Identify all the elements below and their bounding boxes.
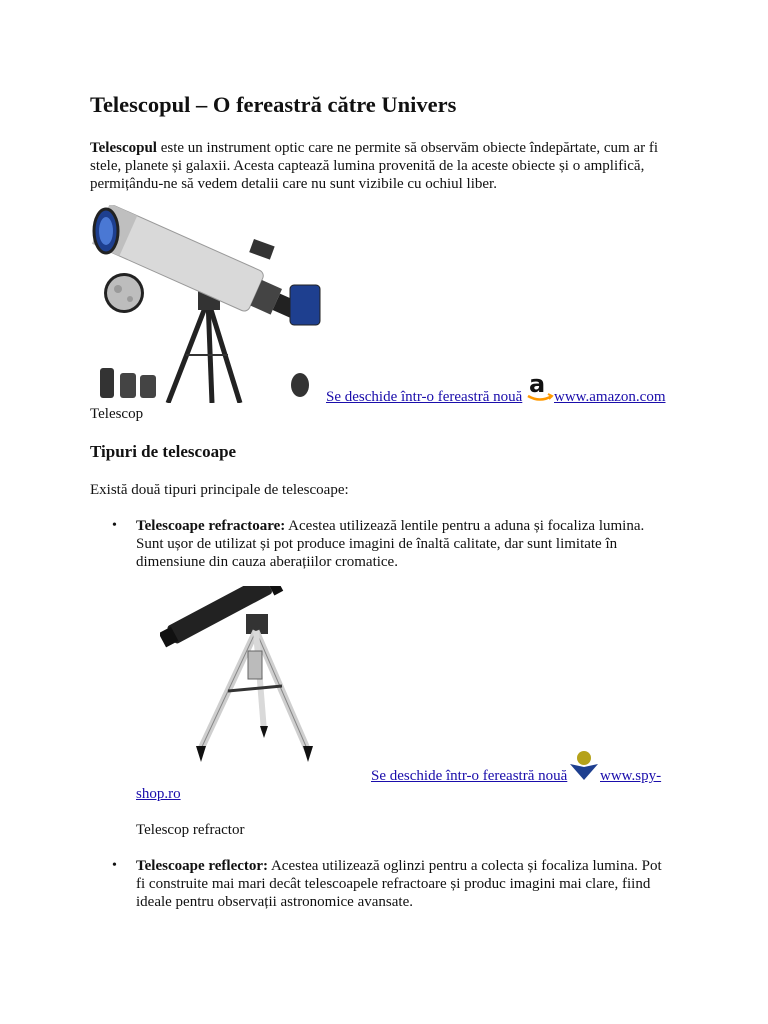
figure2-open-link[interactable]: Se deschide într-o fereastră nouă <box>371 768 568 784</box>
item1-line-3: dimensiune din cauza aberațiilor cromatice. <box>136 554 398 570</box>
intro-line-3: permițându-ne să vedem detalii care nu sunt vizibile cu ochiul liber. <box>90 176 497 192</box>
page-title: Telescopul – O fereastră către Univers <box>90 92 457 117</box>
intro-line-1 <box>90 139 658 157</box>
item2-bold: Telescoape reflector: <box>136 858 269 874</box>
figure2-site-link-2[interactable]: shop.ro <box>136 786 181 802</box>
bullet-2: • <box>112 858 117 873</box>
section-heading: Tipuri de telescoape <box>90 442 237 461</box>
refractor-telescope-image[interactable] <box>160 586 350 766</box>
section-intro: Există două tipuri principale de telescoape: <box>90 482 349 498</box>
item2-line-2: fi construite mai mari decât telescoapele refractoare și produc imagini mai clare, fiind <box>136 876 651 892</box>
intro-line-2: stele, planete și galaxii. Acesta captează lumina provenită de la aceste obiecte și o amplifică, <box>90 158 645 174</box>
item1-line-1 <box>136 517 644 535</box>
figure2-caption: Telescop refractor <box>136 822 245 838</box>
item2-line-3: ideale pentru observații astronomice avansate. <box>136 894 413 910</box>
item1-bold: Telescoape refractoare: <box>136 518 286 534</box>
intro-text-1: este un instrument optic care ne permite să observăm obiecte îndepărtate, cum ar fi <box>156 140 659 156</box>
figure2-site-link-1[interactable]: www.spy- <box>600 768 662 784</box>
amazon-logo-icon[interactable] <box>526 372 554 404</box>
bullet-1: • <box>112 518 117 533</box>
spy-shop-logo-icon[interactable] <box>568 750 600 782</box>
item2-line-1 <box>136 857 662 875</box>
telescope-image[interactable] <box>90 205 335 403</box>
item1-line-2: Sunt ușor de utilizat și pot produce imagini de înaltă calitate, dar sunt limitate în <box>136 536 618 552</box>
intro-bold: Telescopul <box>90 140 157 156</box>
figure1-caption: Telescop <box>90 406 144 422</box>
item1-text-1: Acestea utilizează lentile pentru a aduna și focaliza lumina. <box>285 518 645 534</box>
svg-text:a: a <box>529 372 546 398</box>
figure1-site-link[interactable]: www.amazon.com <box>554 389 666 405</box>
figure1-open-link[interactable]: Se deschide într-o fereastră nouă <box>326 389 523 405</box>
item2-text-1: Acestea utilizează oglinzi pentru a colecta și focaliza lumina. Pot <box>268 858 662 874</box>
